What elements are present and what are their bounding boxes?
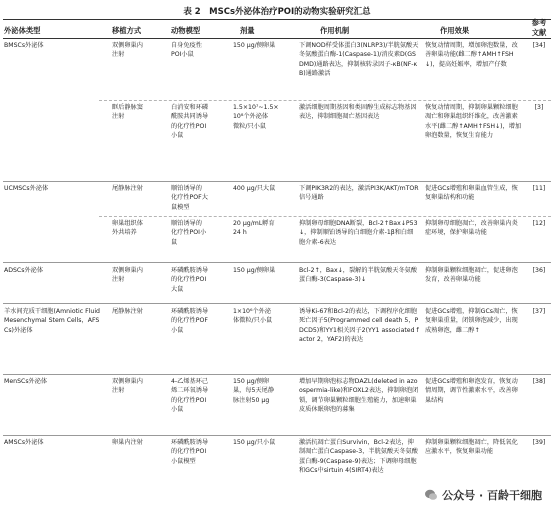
header-type: 外泌体类型	[4, 26, 41, 35]
row-divider	[99, 216, 551, 217]
cell-mechanism: 增加早期卵泡标志物DAZL(deleted in azoospermia-like)和FOXL2表达，抑制卵泡闭锁，调节卵巢颗粒细胞生殖能力，加速卵巢皮质休眠卵泡的募集	[299, 378, 419, 414]
header-rule	[3, 38, 551, 39]
cell-effect: 促进GCs增殖和卵巢血管生成，恢复卵巢结构和功能	[425, 185, 518, 202]
header-model: 动物模型	[171, 26, 201, 35]
cell-ref: [34]	[532, 42, 546, 49]
cell-type: MenSCs外泌体	[4, 378, 48, 385]
cell-effect: 抑制卵巢颗粒细胞凋亡，降低氧化应激水平，恢复卵巢功能	[425, 439, 518, 456]
table-caption: 表 2 MSCs外泌体治疗POI的动物实验研究汇总	[183, 7, 371, 17]
cell-model: 顺铂诱导的 化疗性POF大 鼠模型	[171, 185, 208, 211]
header-ref: 参考 文献	[531, 18, 547, 37]
cell-model: 环磷酰胺诱导 的化疗性POF 小鼠	[171, 308, 209, 334]
cell-mechanism: 下调PIK3R2的表达，激活PI3K/AKT/mTOR信号通路	[299, 185, 419, 202]
cell-model: 自身免疫性 POI小鼠	[171, 42, 202, 59]
cell-type: BMSCs外泌体	[4, 42, 44, 49]
cell-mechanism: Bcl-2↑，Bax↓，裂解的半胱氨酸天冬氨酸蛋白酶-3(Caspase-3)↓	[299, 267, 418, 284]
cell-dose: 150 μg/只小鼠	[233, 439, 276, 446]
cell-mechanism: 激活细胞周期基因和类固醇生成标志物基因表达，抑制细胞凋亡基因表达	[299, 104, 417, 121]
cell-type: UCMSCs外泌体	[4, 185, 49, 192]
row-divider	[3, 262, 551, 263]
cell-model: 环磷酰胺诱导 的化疗性POI 小鼠模型	[171, 439, 209, 465]
cell-ref: [3]	[534, 104, 544, 111]
top-rule	[3, 19, 551, 20]
cell-route: 尾静脉注射	[112, 308, 143, 315]
cell-mechanism: 抑制卵母细胞DNA断裂，Bcl-2↑Bax↓P53↓，抑制顺铂诱导的白细胞介素-1β和白细胞介素-6表达	[299, 220, 418, 246]
cell-ref: [38]	[532, 378, 546, 385]
cell-ref: [37]	[532, 308, 546, 315]
cell-model: 顺铂诱导的 化疗性POI小 鼠	[171, 220, 207, 246]
cell-effect: 抑制卵巢颗粒细胞凋亡，促进卵泡发育，改善卵巢功能	[425, 267, 518, 284]
cell-dose: 150 μg/侧卵巢	[233, 267, 276, 274]
cell-dose: 1×10⁶个外泌 体微粒/只小鼠	[233, 308, 273, 325]
header-mechanism: 作用机制	[320, 26, 350, 35]
cell-dose: 20 μg/mL孵育 24 h	[233, 220, 275, 237]
cell-ref: [39]	[532, 439, 546, 446]
cell-mechanism: 下调NOD样受体蛋白3(NLRP3)/半胱氨酸天冬氨酸蛋白酶-1(Caspase-1)/消皮素D(GSDMD)通路表达，抑制核转录因子-κB(NF-κB)通路激活	[299, 42, 419, 78]
cell-route: 双侧卵巢内 注射	[112, 378, 143, 395]
cell-model: 白消安和环磷 酰胺共同诱导 的化疗性POI 小鼠	[171, 104, 209, 140]
cell-ref: [36]	[532, 267, 546, 274]
cell-route: 双侧卵巢内 注射	[112, 267, 143, 284]
cell-model: 环磷酰胺诱导 的化疗性POI 大鼠	[171, 267, 209, 293]
row-divider	[3, 181, 551, 182]
cell-dose: 1.5×10⁷~1.5× 10⁸个外泌体 微粒/只小鼠	[233, 104, 279, 130]
row-divider	[3, 303, 551, 304]
cell-dose: 400 μg/只大鼠	[233, 185, 276, 192]
cell-type: ADSCs外泌体	[4, 267, 44, 274]
row-divider	[99, 100, 551, 101]
wechat-icon	[424, 488, 438, 502]
cell-mechanism: 诱导Ki-67和Bcl-2的表达，下调程序化细胞死亡因子5(Programmed cell death 5，PDCD5)和YY1相关因子2(YY1 associated factor 2，YAF2)的表达	[299, 308, 419, 344]
cell-route: 卵巢内注射	[112, 439, 143, 446]
cell-route: 卵巢组织体 外共培养	[112, 220, 143, 237]
cell-ref: [12]	[532, 220, 546, 227]
row-divider	[3, 374, 551, 375]
header-dose: 剂量	[240, 26, 255, 35]
cell-effect: 抑制卵母细胞凋亡，改善卵巢内炎症环境，保护卵巢功能	[425, 220, 518, 237]
cell-type: AMSCs外泌体	[4, 439, 44, 446]
cell-route: 双侧卵巢内 注射	[112, 42, 143, 59]
cell-route: 尾静脉注射	[112, 185, 143, 192]
cell-dose: 150 μg/侧卵巢	[233, 42, 276, 49]
cell-effect: 恢复动情周期，抑制卵巢颗粒细胞凋亡和卵巢组织纤维化，改善激素水平(雌二醇↑AMH↑FSH↓)，增加卵泡数量，恢复生育能力	[425, 104, 522, 140]
cell-effect: 促进GCs增殖，抑制GCs凋亡，恢复卵巢重量，闭锁卵泡减少，出现成熟卵泡，雌二醇↑	[425, 308, 518, 334]
row-divider	[3, 435, 551, 436]
cell-model: 4-乙烯基环己 烯二环氧诱导 的化疗性POI 小鼠	[171, 378, 209, 414]
cell-ref: [11]	[532, 185, 546, 192]
watermark-text: 公众号 · 百龄干细胞	[442, 489, 542, 502]
watermark	[420, 485, 546, 505]
cell-route: 眶后静脉窦 注射	[112, 104, 143, 121]
cell-dose: 150 μg/侧卵 巢，每5天尾静 脉注射50 μg	[233, 378, 275, 404]
cell-effect: 促进GCs增殖和卵泡发育，恢复动情周期，调节性激素水平，改善卵巢结构	[425, 378, 518, 404]
cell-type: 羊水间充质干细胞(Amniotic Fluid Mesenchymal Stem Cells，AFSCs)外泌体	[4, 308, 100, 334]
cell-mechanism: 激活抗凋亡蛋白Survivin，Bcl-2表达，抑制凋亡蛋白Caspase-3，半胱氨酸天冬氨酸蛋白酶-9(Caspase-9)表达；下调卵母细胞和GCs中sirtuin 4(SIRT4)表达	[299, 439, 418, 475]
header-route: 移植方式	[112, 26, 142, 35]
cell-effect: 恢复动情周期，增加卵泡数量，改善卵巢功能(雌二醇↑AMH↑FSH↓)，提高妊娠率，增加产仔数	[425, 42, 518, 68]
header-effect: 作用效果	[440, 26, 470, 35]
